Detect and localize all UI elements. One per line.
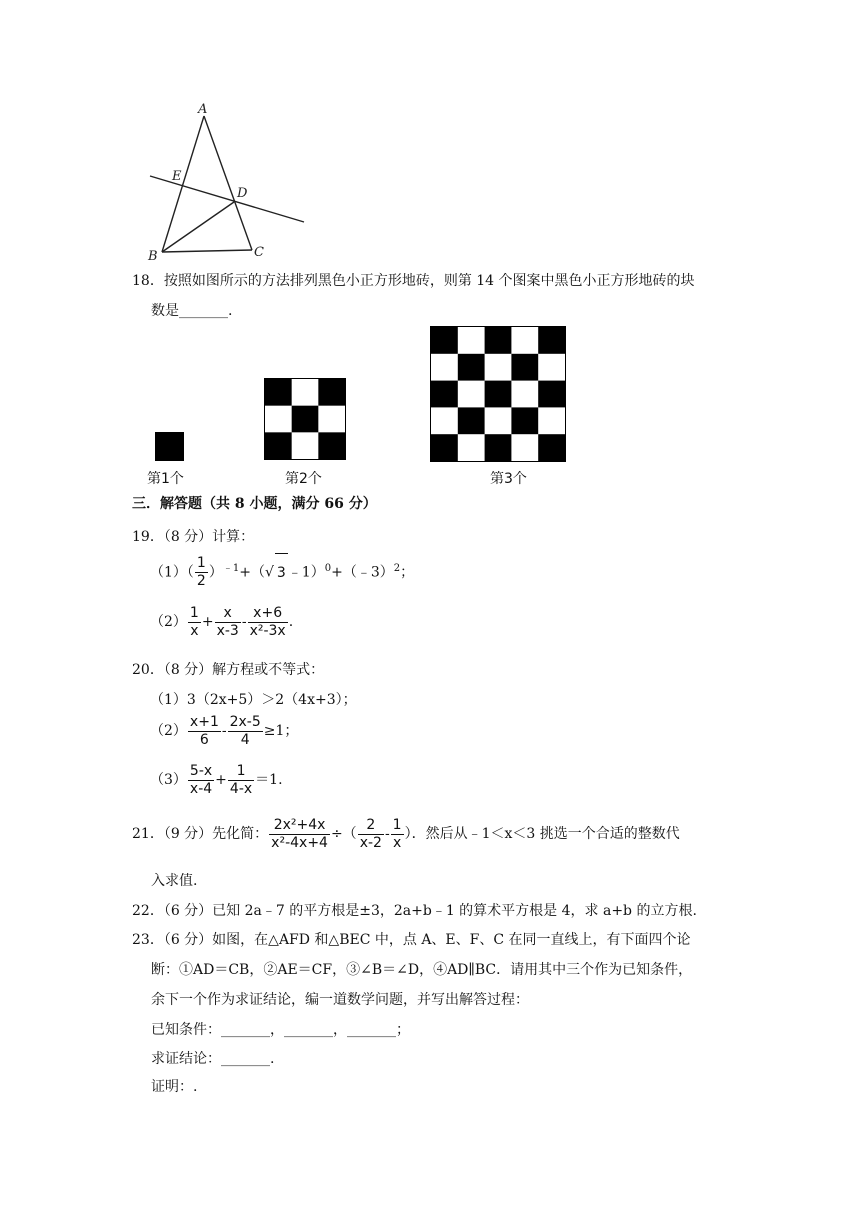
q23-line5: 求证结论：_______.	[151, 1051, 275, 1067]
segment-bd	[162, 202, 234, 252]
pattern-3	[430, 326, 566, 462]
triangle-figure	[140, 98, 310, 263]
q20-part2: （2） $\frac{x+1}{6}$ - $\frac{2x-5}{4}$ ≥1；	[150, 713, 299, 748]
q18-line2: 数是_______.	[151, 303, 233, 319]
section-title: 三．解答题（共 8 小题，满分 66 分）	[132, 496, 377, 512]
q23-line3: 余下一个作为求证结论，编一道数学问题，并写出解答过程：	[151, 992, 529, 1008]
label-e: E	[172, 169, 182, 184]
caption-3: 第3个	[490, 471, 527, 487]
q20-part1: （1）3（2x+5）＞2（4x+3）；	[150, 692, 357, 708]
label-d: D	[237, 186, 248, 201]
q19-head: 19．（8 分）计算：	[132, 529, 255, 545]
q20-head: 20．（8 分）解方程或不等式：	[132, 662, 325, 678]
q19-part2: （2） $\frac{1}{x}$ + $\frac{x}{x-3}$ - $\frac{x+6}{\text{x²-3x}}$ .	[150, 604, 294, 639]
q19-part1: （1）（ $\frac{1}{2}$ ）$^{﹣1}$+（√ 3 ﹣1）$^0$+（﹣3）$^2$；	[150, 550, 414, 592]
caption-2: 第2个	[285, 471, 322, 487]
segment-ac	[204, 116, 252, 250]
q23-line6: 证明：.	[151, 1079, 198, 1095]
caption-1: 第1个	[147, 471, 184, 487]
pattern-1	[155, 432, 184, 461]
q23-line4: 已知条件：_______，_______，_______；	[151, 1022, 410, 1038]
q22-text: 22．（6 分）已知 2a﹣7 的平方根是±3，2a+b﹣1 的算术平方根是 4，求 a+b 的立方根.	[132, 903, 697, 919]
q21-line2: 入求值.	[151, 873, 198, 889]
segment-ab	[162, 116, 204, 252]
fraction-half: $\frac{1}{2}$	[196, 555, 206, 590]
label-b: B	[148, 249, 158, 263]
q20-part3: （3） $\frac{5-x}{x-4}$ + $\frac{1}{4-x}$ ＝1.	[150, 762, 283, 797]
q23-line2: 断：①AD＝CB，②AE＝CF，③∠B＝∠D，④AD∥BC．请用其中三个作为已知条件，	[151, 962, 693, 978]
q21-line1: 21．（9 分）先化简： $\frac{\text{2x²+4x}}{\text{x²-4x+4}}$ ÷（ $\frac{2}{x-2}$ - $\frac{1}{x}$ ）．然后从﹣1＜x＜3 挑选一个合适的整数代	[132, 816, 680, 851]
label-a: A	[198, 102, 208, 117]
pattern-2	[264, 378, 346, 460]
q23-line1: 23．（6 分）如图，在△AFD 和△BEC 中，点 A、E、F、C 在同一直线上，有下面四个论	[132, 932, 691, 948]
label-c: C	[254, 245, 264, 260]
q18-line1: 18．按照如图所示的方法排列黑色小正方形地砖，则第 14 个图案中黑色小正方形地砖的块	[132, 273, 695, 289]
segment-bc	[162, 250, 252, 252]
